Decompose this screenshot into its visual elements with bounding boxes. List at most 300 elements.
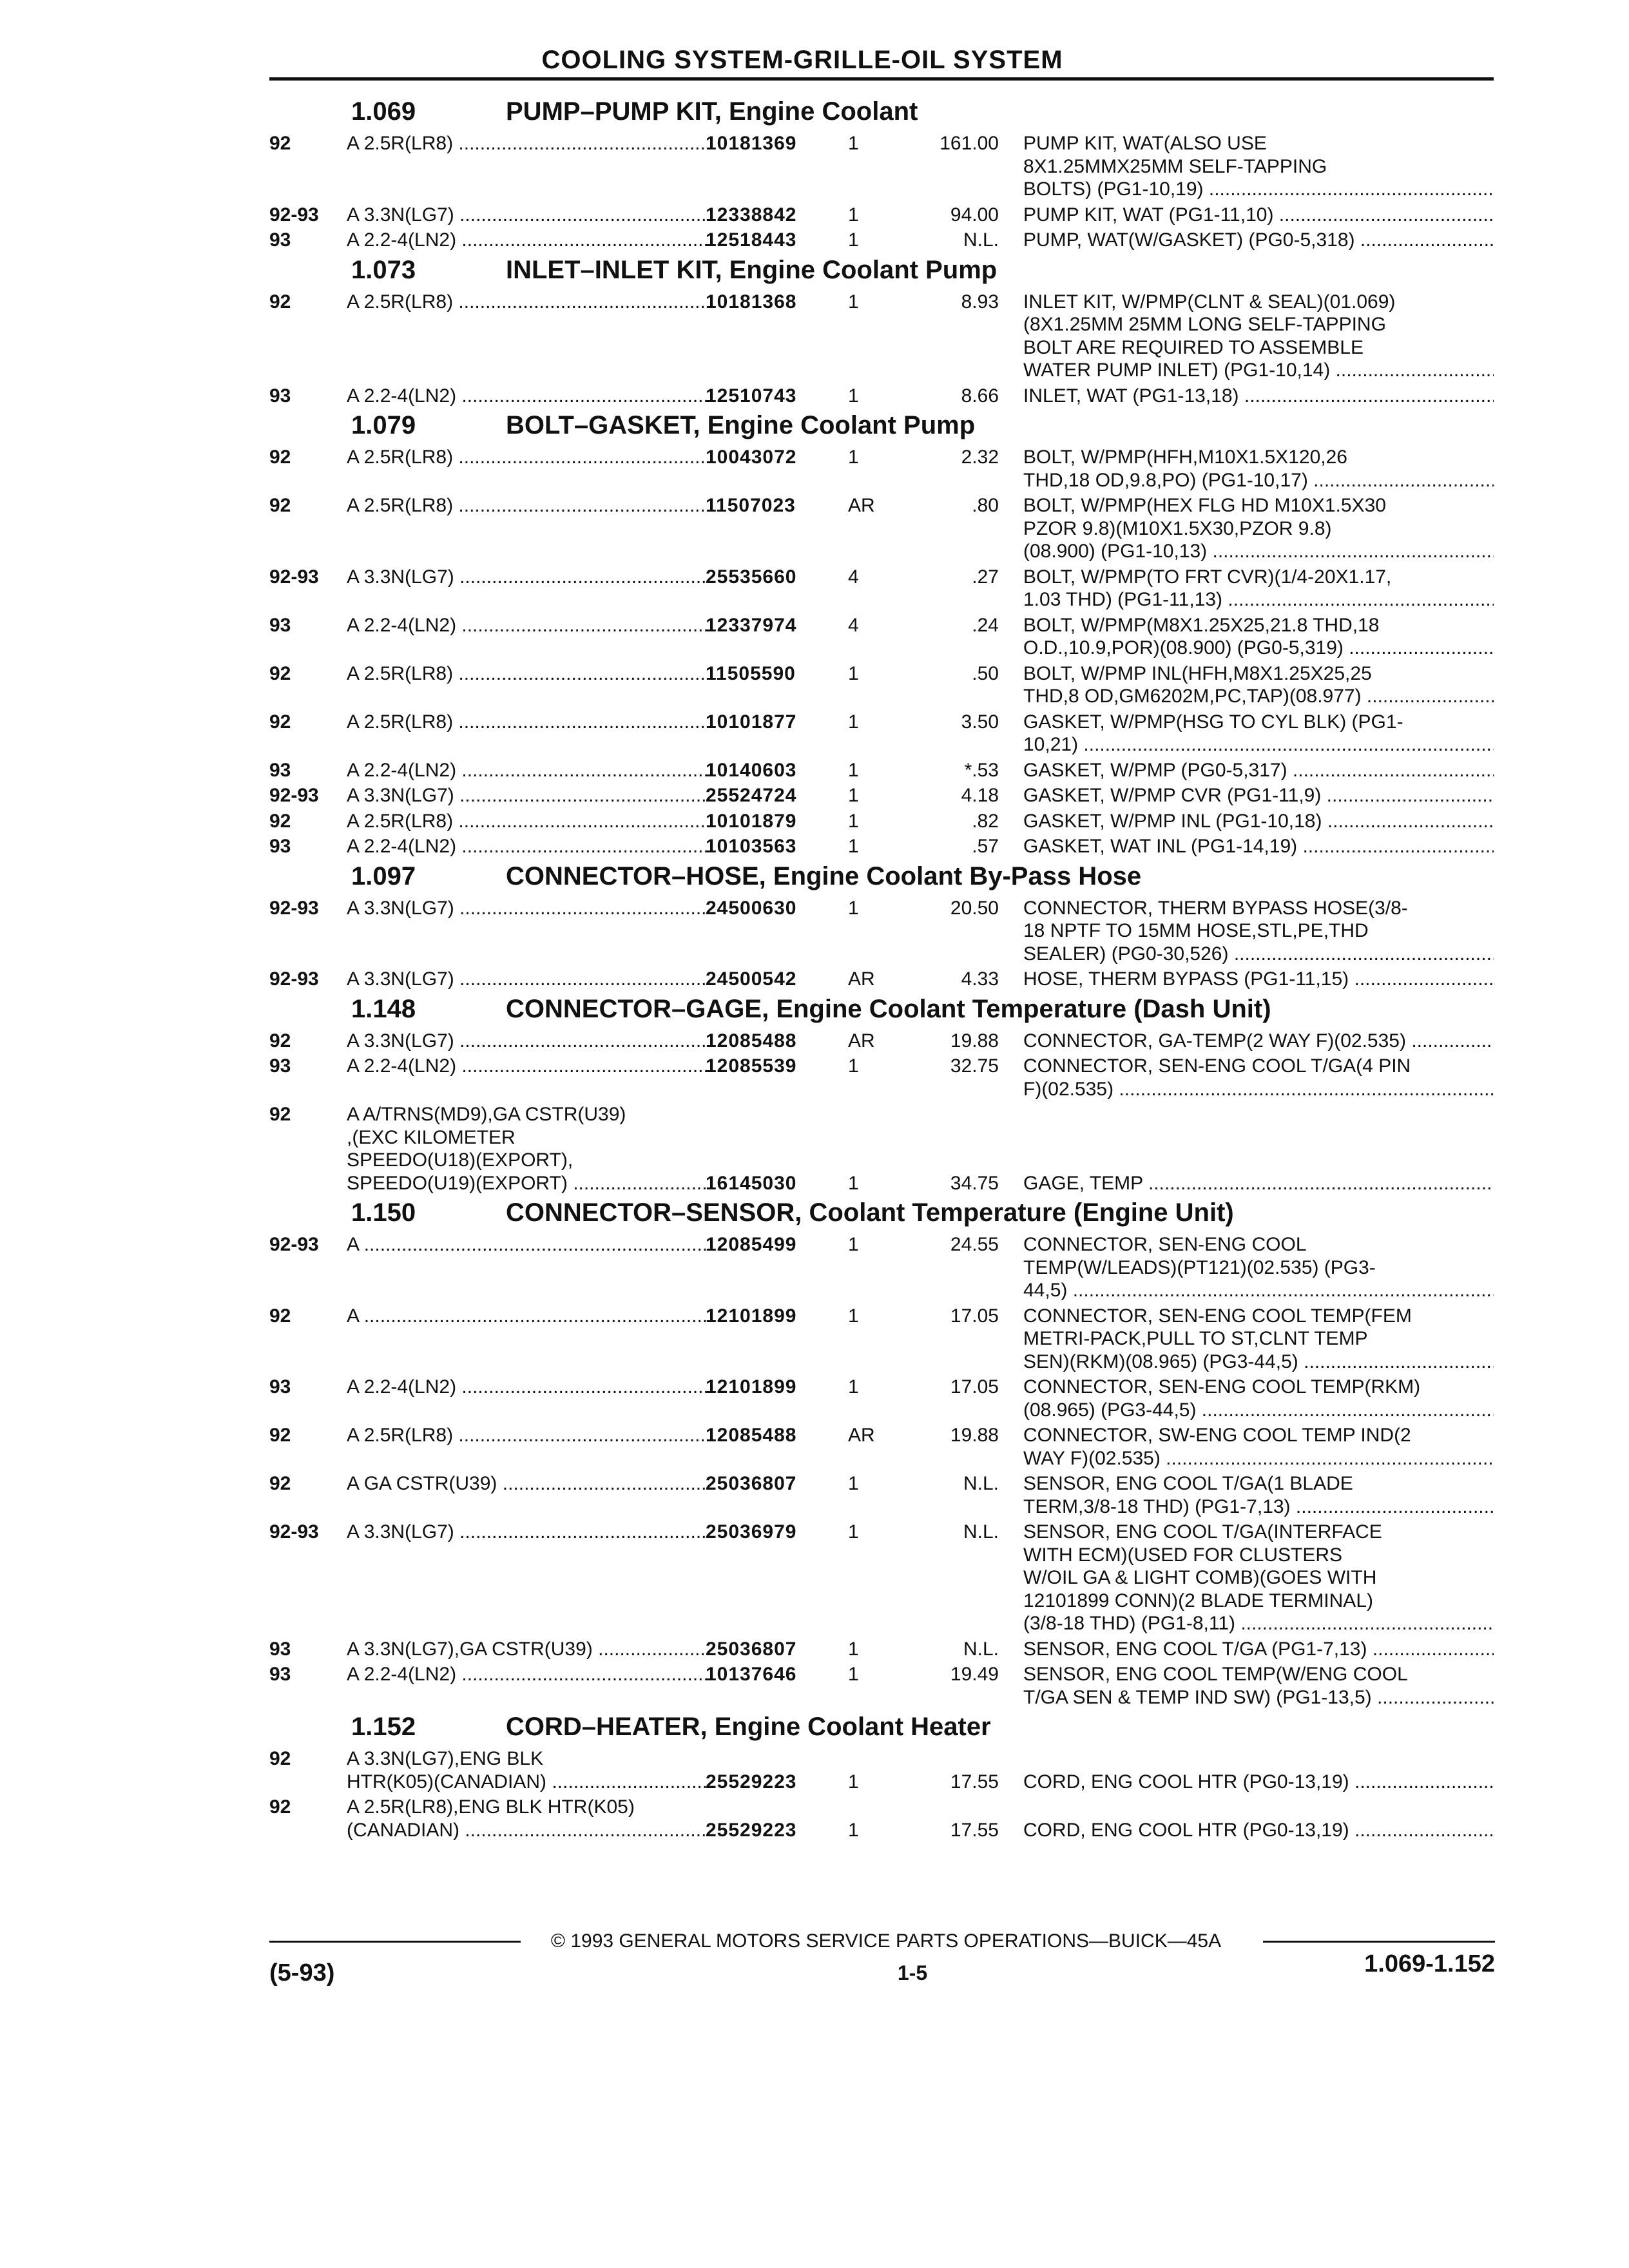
part-row-continuation bbox=[0, 1613, 1629, 1635]
quantity: 1 bbox=[848, 204, 859, 226]
application: A 3.3N(LG7) ..... bbox=[347, 898, 708, 919]
model-year: 92 bbox=[269, 1425, 291, 1446]
price: 17.05 bbox=[950, 1376, 999, 1398]
model-year: 93 bbox=[269, 759, 291, 781]
application: A ..... bbox=[347, 1234, 708, 1256]
price: N.L. bbox=[963, 229, 999, 251]
part-row-continuation bbox=[0, 1173, 1629, 1195]
description: GASKET, W/PMP CVR (PG1-11,9) ..... bbox=[1023, 785, 1494, 807]
description: SEN)(RKM)(08.965) (PG3-44,5) ..... bbox=[1023, 1351, 1494, 1373]
model-year: 92 bbox=[269, 711, 291, 733]
application: A A/TRNS(MD9),GA CSTR(U39) bbox=[347, 1104, 626, 1125]
section-name: INLET–INLET KIT, Engine Coolant Pump bbox=[506, 255, 998, 284]
description: INLET KIT, W/PMP(CLNT & SEAL)(01.069) bbox=[1023, 291, 1396, 312]
section-header bbox=[0, 1198, 1629, 1227]
description: GAGE, TEMP ..... bbox=[1023, 1173, 1494, 1195]
price: 17.55 bbox=[950, 1819, 999, 1841]
model-year: 92-93 bbox=[269, 1521, 319, 1542]
description: CONNECTOR, SW-ENG COOL TEMP IND(2 bbox=[1023, 1425, 1411, 1446]
description: 8X1.25MMX25MM SELF-TAPPING bbox=[1023, 155, 1327, 177]
price: 4.18 bbox=[961, 785, 999, 806]
model-year: 92 bbox=[269, 291, 291, 312]
part-row-continuation bbox=[0, 686, 1629, 707]
price: 20.50 bbox=[950, 897, 999, 919]
part-row bbox=[0, 1425, 1629, 1446]
part-row bbox=[0, 291, 1629, 313]
part-row-continuation bbox=[0, 1079, 1629, 1100]
description: TERM,3/8-18 THD) (PG1-7,13) ..... bbox=[1023, 1496, 1494, 1518]
price: 161.00 bbox=[940, 133, 999, 154]
section-header bbox=[0, 994, 1629, 1024]
footer-page-number: 1-5 bbox=[897, 1961, 928, 1984]
description: BOLT, W/PMP INL(HFH,M8X1.25X25,25 bbox=[1023, 662, 1372, 684]
section-number: 1.079 bbox=[351, 411, 416, 439]
model-year: 92 bbox=[269, 133, 291, 154]
price: .82 bbox=[972, 810, 999, 832]
application: A 2.5R(LR8) ..... bbox=[347, 133, 708, 155]
part-row-continuation bbox=[0, 1448, 1629, 1470]
part-row bbox=[0, 1664, 1629, 1686]
price: 32.75 bbox=[950, 1055, 999, 1077]
footer-date: (5-93) bbox=[269, 1959, 335, 1986]
part-number: 10181368 bbox=[706, 291, 797, 312]
quantity: 4 bbox=[848, 614, 859, 636]
price: N.L. bbox=[963, 1521, 999, 1542]
part-row-continuation bbox=[0, 156, 1629, 178]
application: A 2.2-4(LN2) ..... bbox=[347, 229, 708, 251]
quantity: 1 bbox=[848, 291, 859, 312]
part-number: 10181369 bbox=[706, 133, 797, 154]
part-number: 11505590 bbox=[706, 662, 796, 684]
part-row bbox=[0, 785, 1629, 807]
model-year: 92 bbox=[269, 1748, 291, 1769]
price: 3.50 bbox=[961, 711, 999, 733]
price: 8.66 bbox=[961, 385, 999, 407]
part-row-continuation bbox=[0, 943, 1629, 965]
description: CORD, ENG COOL HTR (PG0-13,19) ..... bbox=[1023, 1771, 1494, 1793]
part-row bbox=[0, 133, 1629, 155]
model-year: 92 bbox=[269, 1305, 291, 1327]
price: .57 bbox=[972, 836, 999, 857]
description: T/GA SEN & TEMP IND SW) (PG1-13,5) ..... bbox=[1023, 1687, 1494, 1709]
description: GASKET, W/PMP(HSG TO CYL BLK) (PG1- bbox=[1023, 711, 1403, 733]
model-year: 92 bbox=[269, 447, 291, 468]
description: CONNECTOR, SEN-ENG COOL TEMP(RKM) bbox=[1023, 1376, 1421, 1398]
part-row bbox=[0, 495, 1629, 517]
quantity: 1 bbox=[848, 1819, 859, 1841]
quantity: 1 bbox=[848, 1055, 859, 1077]
price: 94.00 bbox=[950, 204, 999, 226]
section-number: 1.148 bbox=[351, 994, 416, 1023]
quantity: 1 bbox=[848, 810, 859, 832]
section-name: CONNECTOR–HOSE, Engine Coolant By-Pass Hose bbox=[506, 861, 1142, 890]
description: PUMP KIT, WAT (PG1-11,10) ..... bbox=[1023, 204, 1494, 226]
model-year: 92 bbox=[269, 1104, 291, 1125]
description: HOSE, THERM BYPASS (PG1-11,15) ..... bbox=[1023, 968, 1494, 990]
part-row bbox=[0, 1234, 1629, 1256]
section-number: 1.152 bbox=[351, 1713, 416, 1741]
description: (08.965) (PG3-44,5) ..... bbox=[1023, 1399, 1494, 1421]
part-row bbox=[0, 711, 1629, 733]
description: CONNECTOR, THERM BYPASS HOSE(3/8- bbox=[1023, 897, 1408, 919]
description: INLET, WAT (PG1-13,18) ..... bbox=[1023, 385, 1494, 407]
model-year: 92 bbox=[269, 1030, 291, 1052]
description: BOLT ARE REQUIRED TO ASSEMBLE bbox=[1023, 336, 1364, 358]
part-row bbox=[0, 760, 1629, 782]
section-header bbox=[0, 1712, 1629, 1742]
part-number: 12085488 bbox=[706, 1030, 797, 1052]
description: (3/8-18 THD) (PG1-8,11) ..... bbox=[1023, 1613, 1494, 1635]
description: BOLT, W/PMP(TO FRT CVR)(1/4-20X1.17, bbox=[1023, 566, 1392, 588]
price: 19.88 bbox=[950, 1030, 999, 1052]
description: CORD, ENG COOL HTR (PG0-13,19) ..... bbox=[1023, 1820, 1494, 1841]
application: A 2.2-4(LN2) ..... bbox=[347, 760, 708, 782]
description: GASKET, WAT INL (PG1-14,19) ..... bbox=[1023, 836, 1494, 858]
quantity: AR bbox=[848, 1030, 875, 1052]
part-number: 12085539 bbox=[706, 1055, 797, 1077]
application: A ..... bbox=[347, 1305, 708, 1327]
part-number: 12101899 bbox=[706, 1305, 797, 1327]
section-header bbox=[0, 255, 1629, 285]
part-row bbox=[0, 204, 1629, 226]
application: HTR(K05)(CANADIAN) ..... bbox=[347, 1771, 708, 1793]
application: A 2.5R(LR8) ..... bbox=[347, 495, 708, 517]
part-row-continuation bbox=[0, 178, 1629, 200]
part-number: 10137646 bbox=[706, 1664, 797, 1685]
part-number: 25524724 bbox=[706, 785, 797, 806]
price: N.L. bbox=[963, 1473, 999, 1494]
description: BOLT, W/PMP(HEX FLG HD M10X1.5X30 bbox=[1023, 495, 1386, 516]
quantity: 1 bbox=[848, 385, 859, 407]
part-row-continuation bbox=[0, 1820, 1629, 1841]
application: A 3.3N(LG7) ..... bbox=[347, 1030, 708, 1052]
application: A 2.2-4(LN2) ..... bbox=[347, 1055, 708, 1077]
model-year: 93 bbox=[269, 1376, 291, 1398]
part-row bbox=[0, 811, 1629, 832]
part-row bbox=[0, 1473, 1629, 1495]
quantity: 1 bbox=[848, 1638, 859, 1660]
quantity: 1 bbox=[848, 759, 859, 781]
application: A 2.5R(LR8) ..... bbox=[347, 291, 708, 313]
description: (08.900) (PG1-10,13) ..... bbox=[1023, 541, 1494, 562]
application: A 2.5R(LR8) ..... bbox=[347, 663, 708, 685]
price: 19.88 bbox=[950, 1425, 999, 1446]
application: SPEEDO(U19)(EXPORT) ..... bbox=[347, 1173, 708, 1195]
part-row bbox=[0, 1305, 1629, 1327]
price: 4.33 bbox=[961, 968, 999, 990]
quantity: AR bbox=[848, 1425, 875, 1446]
section-name: CONNECTOR–GAGE, Engine Coolant Temperature (Dash Unit) bbox=[506, 994, 1271, 1023]
part-number: 25036979 bbox=[706, 1521, 797, 1542]
application: A GA CSTR(U39) ..... bbox=[347, 1473, 708, 1495]
part-row-continuation bbox=[0, 637, 1629, 659]
part-row bbox=[0, 1521, 1629, 1543]
description: (8X1.25MM 25MM LONG SELF-TAPPING bbox=[1023, 314, 1386, 335]
part-row-continuation bbox=[0, 1399, 1629, 1421]
description: BOLT, W/PMP(HFH,M10X1.5X120,26 bbox=[1023, 447, 1347, 468]
section-header bbox=[0, 97, 1629, 126]
quantity: 1 bbox=[848, 1521, 859, 1542]
part-row-continuation bbox=[0, 470, 1629, 492]
description: WAY F)(02.535) ..... bbox=[1023, 1448, 1494, 1470]
description: CONNECTOR, SEN-ENG COOL T/GA(4 PIN bbox=[1023, 1055, 1411, 1077]
application: A 3.3N(LG7) ..... bbox=[347, 968, 708, 990]
part-row-continuation bbox=[0, 1351, 1629, 1373]
part-row bbox=[0, 566, 1629, 588]
description: THD,18 OD,9.8,PO) (PG1-10,17) ..... bbox=[1023, 470, 1494, 492]
model-year: 92 bbox=[269, 810, 291, 832]
model-year: 92 bbox=[269, 1473, 291, 1494]
section-number: 1.097 bbox=[351, 861, 416, 890]
model-year: 92 bbox=[269, 495, 291, 516]
part-row-continuation bbox=[0, 589, 1629, 611]
quantity: 1 bbox=[848, 836, 859, 857]
part-row-continuation bbox=[0, 360, 1629, 381]
part-row-continuation bbox=[0, 1687, 1629, 1709]
quantity: 1 bbox=[848, 1172, 859, 1194]
part-row-continuation bbox=[0, 1567, 1629, 1589]
part-number: 12085499 bbox=[706, 1234, 797, 1255]
description: GASKET, W/PMP INL (PG1-10,18) ..... bbox=[1023, 811, 1494, 832]
part-number: 10140603 bbox=[706, 759, 797, 781]
description: SENSOR, ENG COOL T/GA(INTERFACE bbox=[1023, 1521, 1382, 1542]
price: 24.55 bbox=[950, 1234, 999, 1255]
part-row-continuation bbox=[0, 541, 1629, 562]
application: A 2.5R(LR8) ..... bbox=[347, 811, 708, 832]
part-row bbox=[0, 663, 1629, 685]
part-row bbox=[0, 229, 1629, 251]
part-number: 10043072 bbox=[706, 447, 797, 468]
part-row-continuation bbox=[0, 1544, 1629, 1566]
part-number: 25036807 bbox=[706, 1473, 797, 1494]
application: A 2.2-4(LN2) ..... bbox=[347, 836, 708, 858]
section-number: 1.150 bbox=[351, 1198, 416, 1227]
quantity: 1 bbox=[848, 1234, 859, 1255]
part-number: 10103563 bbox=[706, 836, 797, 857]
description: 10,21) ..... bbox=[1023, 734, 1494, 756]
description: PZOR 9.8)(M10X1.5X30,PZOR 9.8) bbox=[1023, 517, 1332, 539]
part-row-continuation bbox=[0, 1257, 1629, 1279]
application: A 2.2-4(LN2) ..... bbox=[347, 1664, 708, 1686]
quantity: AR bbox=[848, 968, 875, 990]
description: WITH ECM)(USED FOR CLUSTERS bbox=[1023, 1544, 1342, 1566]
price: .50 bbox=[972, 662, 999, 684]
model-year: 92-93 bbox=[269, 566, 319, 588]
part-number: 16145030 bbox=[706, 1172, 797, 1194]
model-year: 93 bbox=[269, 229, 291, 251]
price: .24 bbox=[972, 614, 999, 636]
footer-range: 1.069-1.152 bbox=[1364, 1950, 1495, 1977]
part-row-continuation bbox=[0, 734, 1629, 756]
part-number: 25529223 bbox=[706, 1771, 797, 1792]
quantity: 1 bbox=[848, 1664, 859, 1685]
price: *.53 bbox=[964, 759, 999, 781]
part-row-continuation bbox=[0, 1328, 1629, 1350]
application: A 2.5R(LR8) ..... bbox=[347, 447, 708, 468]
description: METRI-PACK,PULL TO ST,CLNT TEMP bbox=[1023, 1328, 1368, 1349]
part-row-continuation bbox=[0, 1590, 1629, 1612]
application: A 2.2-4(LN2) ..... bbox=[347, 615, 708, 637]
price: N.L. bbox=[963, 1638, 999, 1660]
model-year: 92 bbox=[269, 1796, 291, 1818]
part-number: 12337974 bbox=[706, 614, 797, 636]
part-row bbox=[0, 1639, 1629, 1660]
section-header bbox=[0, 861, 1629, 891]
description: GASKET, W/PMP (PG0-5,317) ..... bbox=[1023, 760, 1494, 782]
description: 44,5) ..... bbox=[1023, 1280, 1494, 1302]
part-number: 12085488 bbox=[706, 1425, 797, 1446]
part-number: 12510743 bbox=[706, 385, 797, 407]
part-row bbox=[0, 1055, 1629, 1077]
model-year: 92-93 bbox=[269, 204, 319, 226]
quantity: 4 bbox=[848, 566, 859, 588]
section-name: CORD–HEATER, Engine Coolant Heater bbox=[506, 1713, 991, 1741]
description: TEMP(W/LEADS)(PT121)(02.535) (PG3- bbox=[1023, 1256, 1376, 1278]
price: 17.55 bbox=[950, 1771, 999, 1792]
part-number: 25529223 bbox=[706, 1819, 797, 1841]
footer-copyright: © 1993 GENERAL MOTORS SERVICE PARTS OPERATIONS—BUICK—45A bbox=[550, 1930, 1222, 1952]
part-number: 24500630 bbox=[706, 897, 797, 919]
part-row-continuation bbox=[0, 518, 1629, 540]
model-year: 92-93 bbox=[269, 968, 319, 990]
price: 8.93 bbox=[961, 291, 999, 312]
description: 1.03 THD) (PG1-11,13) ..... bbox=[1023, 589, 1494, 611]
title-rule bbox=[269, 77, 1494, 81]
part-row-continuation bbox=[0, 920, 1629, 942]
description: SENSOR, ENG COOL T/GA (PG1-7,13) ..... bbox=[1023, 1639, 1494, 1660]
section-number: 1.069 bbox=[351, 97, 416, 126]
part-row bbox=[0, 1376, 1629, 1398]
description: W/OIL GA & LIGHT COMB)(GOES WITH bbox=[1023, 1567, 1377, 1588]
application: A 2.5R(LR8) ..... bbox=[347, 1425, 708, 1446]
quantity: 1 bbox=[848, 447, 859, 468]
section-header bbox=[0, 410, 1629, 440]
part-number: 12518443 bbox=[706, 229, 797, 251]
application: A 2.5R(LR8) ..... bbox=[347, 711, 708, 733]
part-row-continuation bbox=[0, 337, 1629, 359]
section-name: BOLT–GASKET, Engine Coolant Pump bbox=[506, 411, 976, 439]
section-number: 1.073 bbox=[351, 255, 416, 284]
section-name: CONNECTOR–SENSOR, Coolant Temperature (Engine Unit) bbox=[506, 1198, 1234, 1227]
part-number: 25535660 bbox=[706, 566, 797, 588]
description: CONNECTOR, SEN-ENG COOL TEMP(FEM bbox=[1023, 1305, 1412, 1327]
description: 18 NPTF TO 15MM HOSE,STL,PE,THD bbox=[1023, 920, 1369, 941]
quantity: 1 bbox=[848, 1376, 859, 1398]
price: 19.49 bbox=[950, 1664, 999, 1685]
description: CONNECTOR, SEN-ENG COOL bbox=[1023, 1234, 1307, 1255]
part-row bbox=[0, 1796, 1629, 1818]
quantity: 1 bbox=[848, 1771, 859, 1792]
model-year: 93 bbox=[269, 614, 291, 636]
price: .80 bbox=[972, 495, 999, 516]
part-number: 11507023 bbox=[706, 495, 796, 516]
quantity: 1 bbox=[848, 785, 859, 806]
part-number: 12101899 bbox=[706, 1376, 797, 1398]
model-year: 93 bbox=[269, 385, 291, 407]
model-year: 93 bbox=[269, 1664, 291, 1685]
part-number: 10101879 bbox=[706, 810, 797, 832]
description: 12101899 CONN)(2 BLADE TERMINAL) bbox=[1023, 1590, 1373, 1611]
description: SENSOR, ENG COOL T/GA(1 BLADE bbox=[1023, 1473, 1353, 1494]
quantity: 1 bbox=[848, 662, 859, 684]
application: ,(EXC KILOMETER bbox=[347, 1126, 516, 1148]
description: BOLT, W/PMP(M8X1.25X25,21.8 THD,18 bbox=[1023, 614, 1380, 636]
quantity: 1 bbox=[848, 1305, 859, 1327]
application: A 3.3N(LG7) ..... bbox=[347, 1521, 708, 1543]
quantity: 1 bbox=[848, 897, 859, 919]
part-row bbox=[0, 898, 1629, 919]
part-row bbox=[0, 1748, 1629, 1770]
description: SEALER) (PG0-30,526) ..... bbox=[1023, 943, 1494, 965]
price: .27 bbox=[972, 566, 999, 588]
part-row bbox=[0, 1104, 1629, 1126]
quantity: AR bbox=[848, 495, 875, 516]
part-row-continuation bbox=[0, 1280, 1629, 1302]
footer-rule-right bbox=[1263, 1941, 1495, 1943]
model-year: 93 bbox=[269, 836, 291, 857]
application: A 2.2-4(LN2) ..... bbox=[347, 385, 708, 407]
part-number: 25036807 bbox=[706, 1638, 797, 1660]
description: PUMP KIT, WAT(ALSO USE bbox=[1023, 133, 1267, 154]
description: PUMP, WAT(W/GASKET) (PG0-5,318) ..... bbox=[1023, 229, 1494, 251]
application: A 3.3N(LG7),GA CSTR(U39) ..... bbox=[347, 1639, 708, 1660]
part-row bbox=[0, 447, 1629, 468]
description: F)(02.535) ..... bbox=[1023, 1079, 1494, 1100]
part-row bbox=[0, 615, 1629, 637]
part-row bbox=[0, 385, 1629, 407]
part-row-continuation bbox=[0, 314, 1629, 336]
part-row-continuation bbox=[0, 1149, 1629, 1171]
model-year: 93 bbox=[269, 1638, 291, 1660]
price: 34.75 bbox=[950, 1172, 999, 1194]
price: 2.32 bbox=[961, 447, 999, 468]
description: O.D.,10.9,POR)(08.900) (PG0-5,319) ..... bbox=[1023, 637, 1494, 659]
part-row-continuation bbox=[0, 1496, 1629, 1518]
application: A 2.2-4(LN2) ..... bbox=[347, 1376, 708, 1398]
model-year: 92-93 bbox=[269, 897, 319, 919]
description: BOLTS) (PG1-10,19) ..... bbox=[1023, 178, 1494, 200]
section-name: PUMP–PUMP KIT, Engine Coolant bbox=[506, 97, 918, 126]
part-row-continuation bbox=[0, 1127, 1629, 1149]
part-row bbox=[0, 836, 1629, 858]
part-row bbox=[0, 1030, 1629, 1052]
part-row bbox=[0, 968, 1629, 990]
model-year: 93 bbox=[269, 1055, 291, 1077]
quantity: 1 bbox=[848, 133, 859, 154]
part-number: 24500542 bbox=[706, 968, 797, 990]
model-year: 92-93 bbox=[269, 785, 319, 806]
footer-rule-left bbox=[269, 1941, 521, 1943]
model-year: 92-93 bbox=[269, 1234, 319, 1255]
model-year: 92 bbox=[269, 662, 291, 684]
description: THD,8 OD,GM6202M,PC,TAP)(08.977) ..... bbox=[1023, 686, 1494, 707]
application: (CANADIAN) ..... bbox=[347, 1820, 708, 1841]
description: WATER PUMP INLET) (PG1-10,14) ..... bbox=[1023, 360, 1494, 381]
application: A 3.3N(LG7) ..... bbox=[347, 566, 708, 588]
part-number: 12338842 bbox=[706, 204, 797, 226]
quantity: 1 bbox=[848, 711, 859, 733]
application: A 3.3N(LG7) ..... bbox=[347, 785, 708, 807]
application: SPEEDO(U18)(EXPORT), bbox=[347, 1149, 574, 1171]
description: CONNECTOR, GA-TEMP(2 WAY F)(02.535) ..... bbox=[1023, 1030, 1494, 1052]
description: SENSOR, ENG COOL TEMP(W/ENG COOL bbox=[1023, 1664, 1408, 1685]
part-row-continuation bbox=[0, 1771, 1629, 1793]
price: 17.05 bbox=[950, 1305, 999, 1327]
quantity: 1 bbox=[848, 1473, 859, 1494]
quantity: 1 bbox=[848, 229, 859, 251]
application: A 3.3N(LG7) ..... bbox=[347, 204, 708, 226]
application: A 3.3N(LG7),ENG BLK bbox=[347, 1748, 544, 1769]
